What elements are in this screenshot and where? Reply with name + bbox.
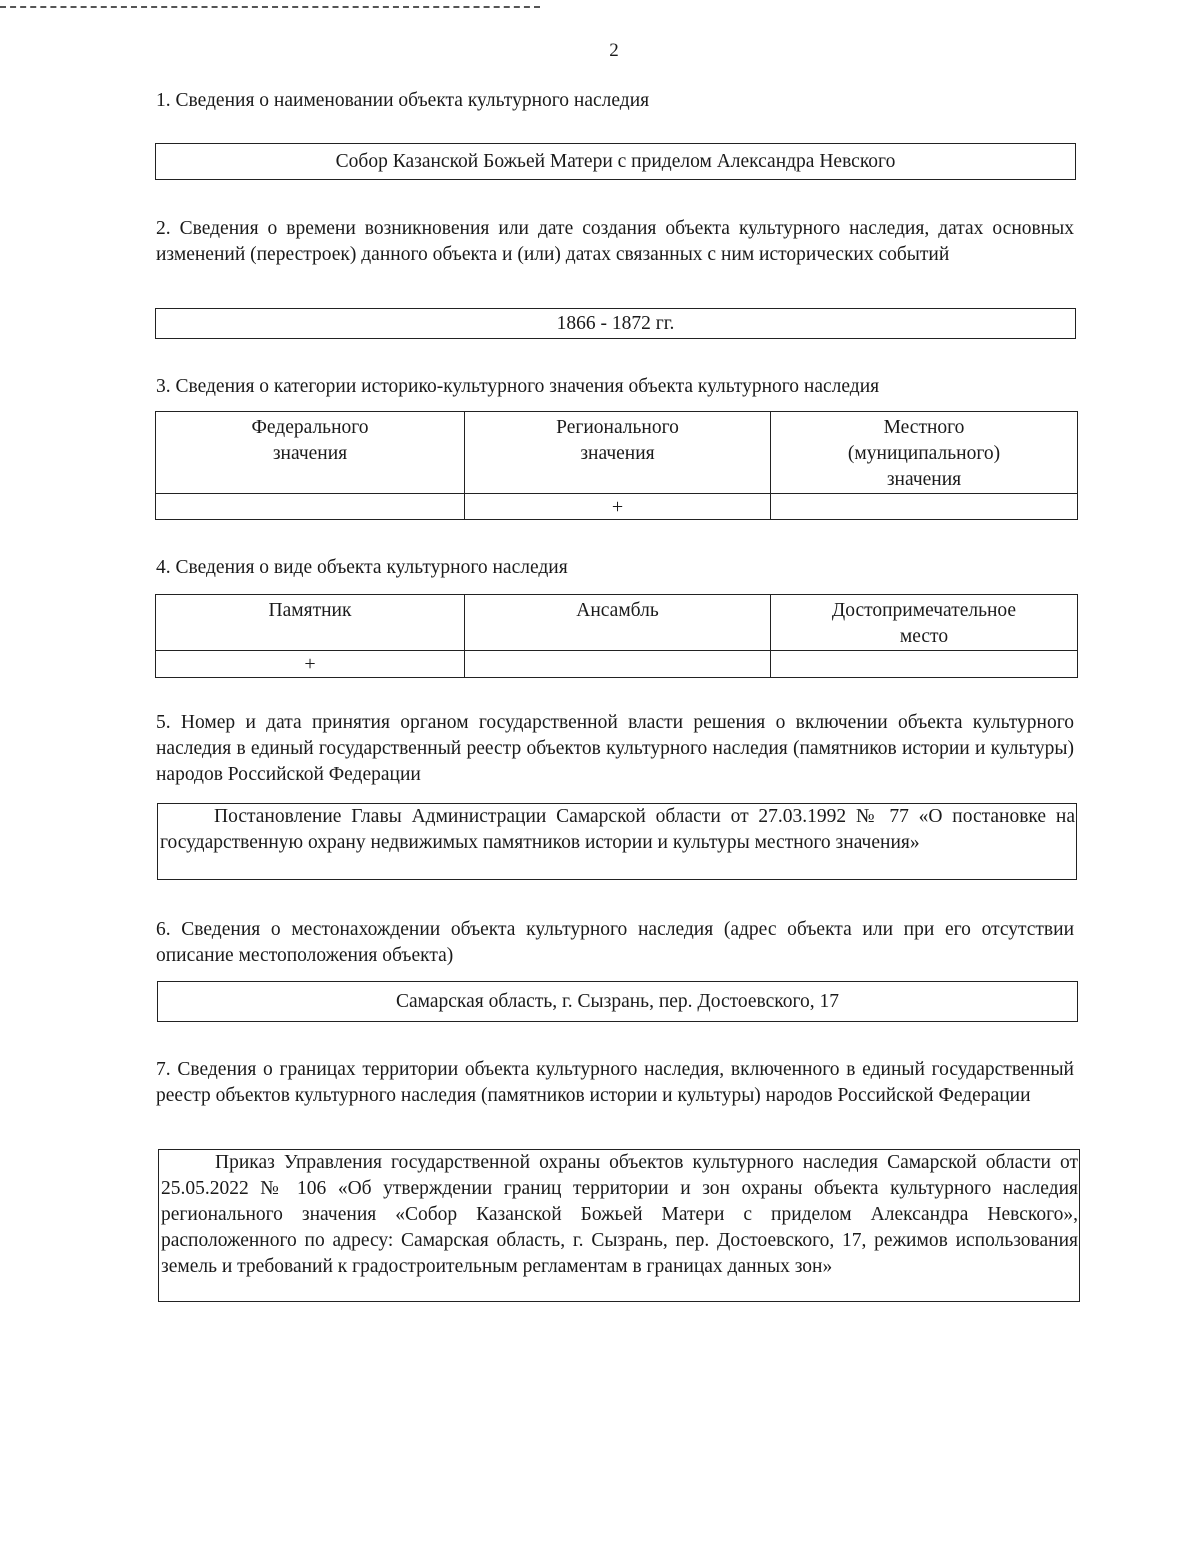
category-mark-row	[156, 494, 1078, 520]
section-3-heading: 3. Сведения о категории историко-культурного значения объекта культурного наследия	[156, 376, 880, 397]
type-mark-row	[156, 651, 1078, 678]
type-table	[155, 594, 1078, 678]
registry-decision-value: Постановление Главы Администрации Самарской области от 27.03.1992 № 77 «О постановке на государственную охрану недвижимых памятников истории и культуры местного значения»	[160, 806, 1075, 853]
category-regional-header: Регионального значения	[465, 412, 771, 494]
category-federal-header: Федерального значения	[156, 412, 465, 494]
type-ensemble-mark	[465, 651, 771, 678]
section-7-value-box	[158, 1149, 1080, 1302]
type-landmark-header: Достопримечательное место	[771, 595, 1078, 651]
page-number: 2	[609, 40, 619, 61]
section-7-heading: 7. Сведения о границах территории объекта культурного наследия, включенного в единый государственный реестр объектов культурного наследия (памятников истории и культуры) народов Российской Федерации	[156, 1059, 1074, 1106]
type-monument-mark: +	[156, 651, 465, 678]
section-5-value-box	[157, 803, 1077, 880]
category-header-row	[156, 412, 1078, 494]
type-ensemble-header: Ансамбль	[465, 595, 771, 651]
section-6-value-box	[157, 981, 1078, 1022]
category-local-mark	[771, 494, 1078, 520]
category-regional-mark: +	[465, 494, 771, 520]
section-2-heading: 2. Сведения о времени возникновения или дате создания объекта культурного наследия, датах основных изменений (перестроек) данного объекта и (или) датах связанных с ним исторических событий	[156, 218, 1074, 265]
creation-date-value: 1866 - 1872 гг.	[556, 312, 675, 334]
address-value: Самарская область, г. Сызрань, пер. Достоевского, 17	[395, 990, 840, 1012]
category-local-header: Местного (муниципального) значения	[771, 412, 1078, 494]
section-2-value-box	[155, 308, 1076, 339]
section-6-heading: 6. Сведения о местонахождении объекта культурного наследия (адрес объекта или при его отсутствии описание местоположения объекта)	[156, 919, 1074, 966]
type-monument-header: Памятник	[156, 595, 465, 651]
scan-edge-line	[0, 6, 540, 8]
section-4-heading: 4. Сведения о виде объекта культурного наследия	[156, 557, 568, 578]
boundaries-value: Приказ Управления государственной охраны объектов культурного наследия Самарской области от 25.05.2022 № 106 «Об утверждении границ территории и зон охраны объекта культурного наследия регионального значения «Собор Казанской Божьей Матери с приделом Александра Невского», расположенного по адресу: Самарская область, г. Сызрань, пер. Достоевского, 17, режимов использования земель и требований к градостроительным регламентам в границах данных зон»	[161, 1152, 1078, 1277]
section-1-heading: 1. Сведения о наименовании объекта культурного наследия	[156, 90, 650, 111]
section-5-heading: 5. Номер и дата принятия органом государственной власти решения о включении объекта культурного наследия в единый государственный реестр объектов культурного наследия (памятников истории и культуры) народов Российской Федерации	[156, 712, 1074, 785]
type-header-row	[156, 595, 1078, 651]
category-federal-mark	[156, 494, 465, 520]
type-landmark-mark	[771, 651, 1078, 678]
object-name-value: Собор Казанской Божьей Матери с приделом Александра Невского	[335, 150, 896, 172]
section-1-value-box	[155, 143, 1076, 180]
category-table	[155, 411, 1078, 520]
